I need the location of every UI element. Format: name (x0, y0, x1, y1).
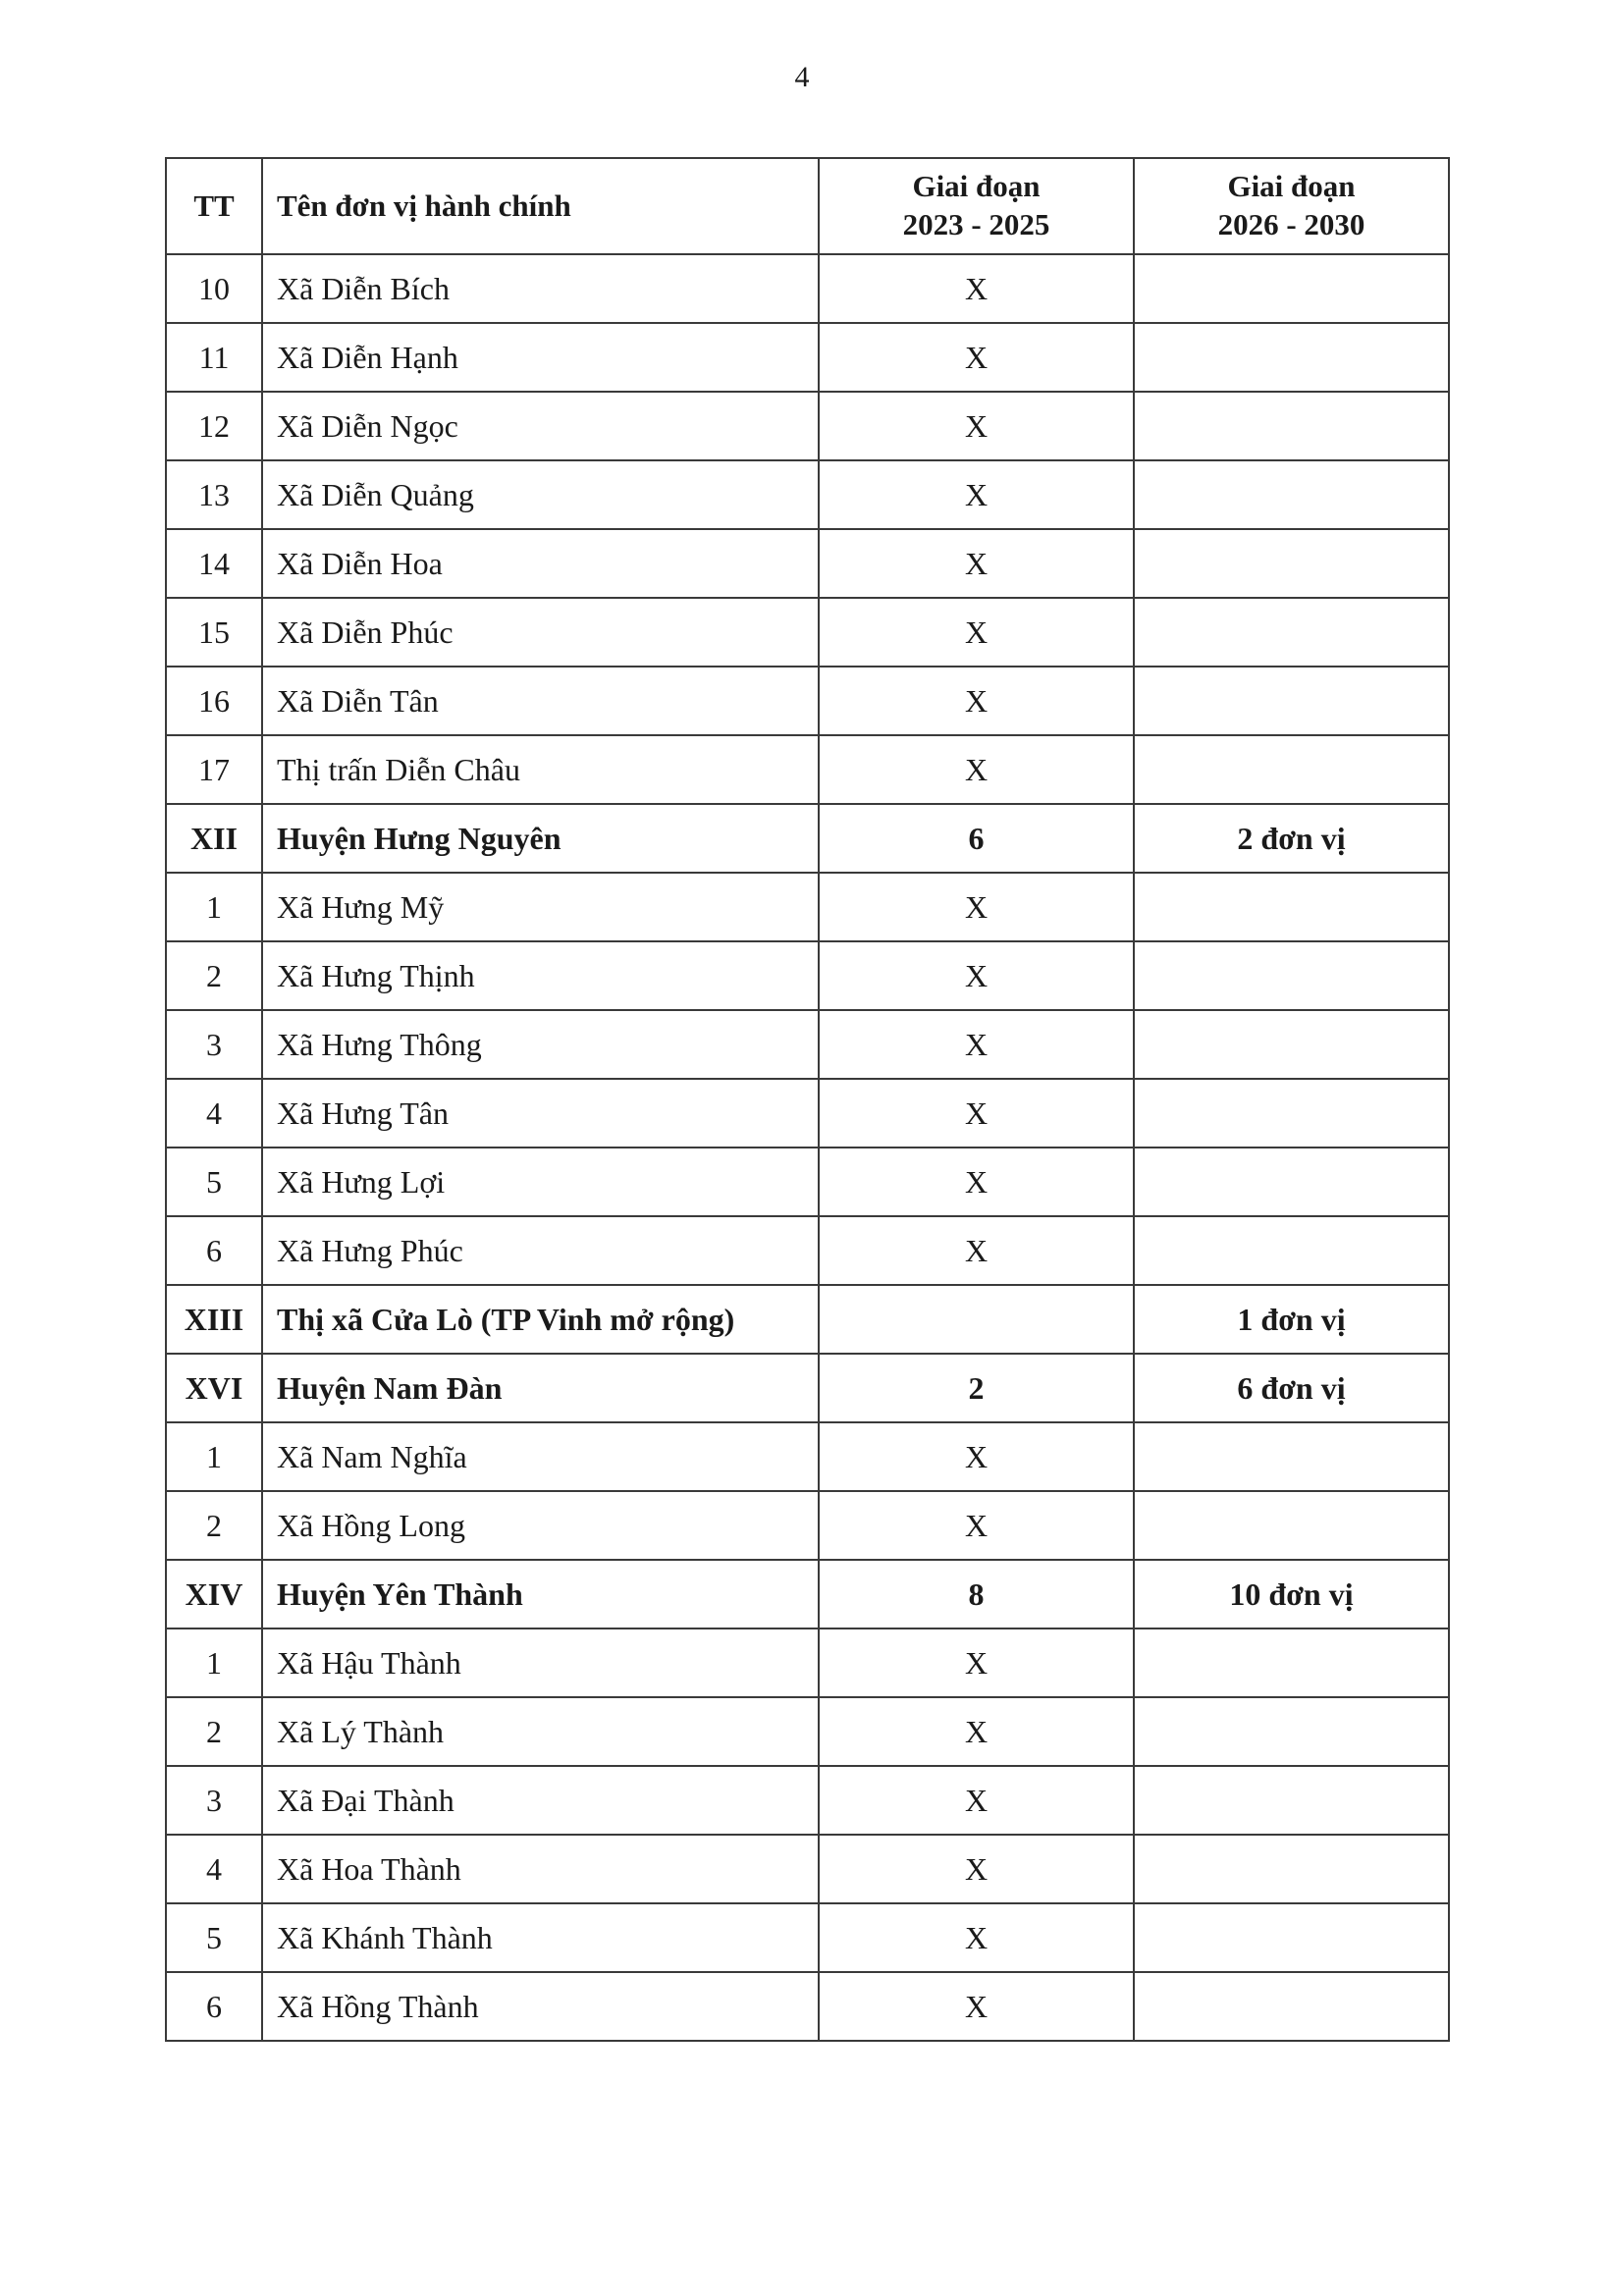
cell-unit-name: Xã Hưng Phúc (262, 1216, 819, 1285)
cell-unit-name: Xã Diễn Quảng (262, 460, 819, 529)
section-row (166, 1285, 1449, 1354)
cell-period-2026-2030 (1134, 1835, 1449, 1903)
cell-unit-name: Xã Diễn Phúc (262, 598, 819, 667)
cell-period-2026-2030 (1134, 1010, 1449, 1079)
cell-period-2023-2025: X (819, 1903, 1134, 1972)
table-row (166, 873, 1449, 941)
cell-period-2026-2030: 1 đơn vị (1134, 1285, 1449, 1354)
cell-unit-name: Xã Hồng Thành (262, 1972, 819, 2041)
section-row (166, 804, 1449, 873)
cell-unit-name: Xã Hồng Long (262, 1491, 819, 1560)
cell-period-2026-2030 (1134, 392, 1449, 460)
table-row (166, 1629, 1449, 1697)
table-row (166, 1079, 1449, 1148)
cell-tt: XIII (166, 1285, 262, 1354)
header-period-2023-2025 (819, 158, 1134, 254)
header-period2-line1: Giai đoạn (1227, 169, 1356, 204)
cell-tt: 2 (166, 941, 262, 1010)
table-row (166, 460, 1449, 529)
cell-period-2023-2025: X (819, 1079, 1134, 1148)
cell-period-2026-2030 (1134, 873, 1449, 941)
cell-period-2026-2030 (1134, 1903, 1449, 1972)
cell-tt: 6 (166, 1216, 262, 1285)
cell-tt: 6 (166, 1972, 262, 2041)
header-period1-line2: 2023 - 2025 (902, 207, 1050, 241)
cell-period-2023-2025: X (819, 1491, 1134, 1560)
cell-period-2026-2030 (1134, 1079, 1449, 1148)
table-row (166, 529, 1449, 598)
cell-period-2023-2025: X (819, 941, 1134, 1010)
cell-period-2023-2025: X (819, 1148, 1134, 1216)
cell-tt: 3 (166, 1766, 262, 1835)
cell-period-2026-2030 (1134, 1766, 1449, 1835)
cell-unit-name: Xã Hưng Thông (262, 1010, 819, 1079)
cell-period-2026-2030 (1134, 1491, 1449, 1560)
cell-tt: 5 (166, 1903, 262, 1972)
table-row (166, 1766, 1449, 1835)
cell-tt: XII (166, 804, 262, 873)
cell-unit-name: Xã Khánh Thành (262, 1903, 819, 1972)
cell-period-2023-2025: X (819, 1972, 1134, 2041)
cell-period-2023-2025: X (819, 1422, 1134, 1491)
cell-period-2026-2030 (1134, 323, 1449, 392)
table-row (166, 392, 1449, 460)
cell-tt: 15 (166, 598, 262, 667)
table-row (166, 1903, 1449, 1972)
table-row (166, 1148, 1449, 1216)
table-row (166, 1216, 1449, 1285)
cell-period-2026-2030 (1134, 598, 1449, 667)
table-row (166, 1972, 1449, 2041)
cell-period-2026-2030 (1134, 254, 1449, 323)
cell-period-2023-2025: X (819, 254, 1134, 323)
cell-period-2023-2025: 8 (819, 1560, 1134, 1629)
cell-unit-name: Huyện Nam Đàn (262, 1354, 819, 1422)
table-row (166, 598, 1449, 667)
cell-tt: XIV (166, 1560, 262, 1629)
cell-period-2026-2030 (1134, 941, 1449, 1010)
cell-tt: 14 (166, 529, 262, 598)
cell-unit-name: Thị xã Cửa Lò (TP Vinh mở rộng) (262, 1285, 819, 1354)
cell-tt: 3 (166, 1010, 262, 1079)
cell-tt: 16 (166, 667, 262, 735)
cell-tt: 2 (166, 1697, 262, 1766)
table-row (166, 1010, 1449, 1079)
cell-tt: 1 (166, 1629, 262, 1697)
cell-unit-name: Xã Diễn Bích (262, 254, 819, 323)
section-row (166, 1354, 1449, 1422)
cell-unit-name: Xã Hoa Thành (262, 1835, 819, 1903)
cell-unit-name: Huyện Yên Thành (262, 1560, 819, 1629)
cell-period-2023-2025: X (819, 735, 1134, 804)
cell-tt: 13 (166, 460, 262, 529)
table-row (166, 667, 1449, 735)
cell-unit-name: Xã Nam Nghĩa (262, 1422, 819, 1491)
cell-unit-name: Xã Lý Thành (262, 1697, 819, 1766)
cell-tt: 10 (166, 254, 262, 323)
cell-tt: 5 (166, 1148, 262, 1216)
cell-period-2023-2025: 2 (819, 1354, 1134, 1422)
cell-tt: 12 (166, 392, 262, 460)
cell-period-2026-2030 (1134, 529, 1449, 598)
cell-period-2023-2025: X (819, 323, 1134, 392)
cell-unit-name: Thị trấn Diễn Châu (262, 735, 819, 804)
table-row (166, 1697, 1449, 1766)
cell-period-2026-2030 (1134, 1697, 1449, 1766)
header-period1-line1: Giai đoạn (912, 169, 1041, 204)
cell-unit-name: Xã Diễn Ngọc (262, 392, 819, 460)
table-row (166, 1835, 1449, 1903)
cell-period-2026-2030 (1134, 1629, 1449, 1697)
cell-unit-name: Xã Hưng Mỹ (262, 873, 819, 941)
cell-tt: 1 (166, 1422, 262, 1491)
header-period-2026-2030 (1134, 158, 1449, 254)
cell-unit-name: Xã Hậu Thành (262, 1629, 819, 1697)
cell-unit-name: Huyện Hưng Nguyên (262, 804, 819, 873)
administrative-units-table (165, 157, 1450, 2042)
table-row (166, 941, 1449, 1010)
cell-period-2023-2025: X (819, 1766, 1134, 1835)
cell-period-2026-2030 (1134, 1422, 1449, 1491)
table-header (166, 158, 1449, 254)
cell-tt: 4 (166, 1079, 262, 1148)
cell-period-2026-2030 (1134, 460, 1449, 529)
cell-period-2023-2025: X (819, 1216, 1134, 1285)
cell-period-2023-2025: X (819, 1629, 1134, 1697)
cell-period-2026-2030: 2 đơn vị (1134, 804, 1449, 873)
cell-tt: 1 (166, 873, 262, 941)
section-row (166, 1560, 1449, 1629)
cell-tt: XVI (166, 1354, 262, 1422)
table-row (166, 1491, 1449, 1560)
cell-period-2026-2030 (1134, 667, 1449, 735)
cell-unit-name: Xã Diễn Hoa (262, 529, 819, 598)
table-body (166, 254, 1449, 2041)
cell-period-2026-2030 (1134, 1972, 1449, 2041)
cell-unit-name: Xã Đại Thành (262, 1766, 819, 1835)
cell-unit-name: Xã Hưng Tân (262, 1079, 819, 1148)
header-row (166, 158, 1449, 254)
cell-period-2023-2025: X (819, 667, 1134, 735)
cell-period-2026-2030: 6 đơn vị (1134, 1354, 1449, 1422)
cell-period-2026-2030 (1134, 1148, 1449, 1216)
cell-period-2023-2025: X (819, 460, 1134, 529)
cell-period-2023-2025: X (819, 392, 1134, 460)
cell-tt: 2 (166, 1491, 262, 1560)
table-row (166, 1422, 1449, 1491)
cell-period-2023-2025: 6 (819, 804, 1134, 873)
header-unit-name: Tên đơn vị hành chính (262, 158, 819, 254)
cell-tt: 11 (166, 323, 262, 392)
page-number: 4 (794, 61, 810, 93)
table-row (166, 254, 1449, 323)
cell-period-2026-2030 (1134, 1216, 1449, 1285)
cell-period-2026-2030: 10 đơn vị (1134, 1560, 1449, 1629)
cell-period-2023-2025: X (819, 529, 1134, 598)
table-row (166, 735, 1449, 804)
header-tt: TT (166, 158, 262, 254)
cell-unit-name: Xã Diễn Tân (262, 667, 819, 735)
table-row (166, 323, 1449, 392)
cell-period-2026-2030 (1134, 735, 1449, 804)
header-period2-line2: 2026 - 2030 (1217, 207, 1365, 241)
cell-tt: 17 (166, 735, 262, 804)
cell-period-2023-2025 (819, 1285, 1134, 1354)
cell-period-2023-2025: X (819, 873, 1134, 941)
cell-period-2023-2025: X (819, 1697, 1134, 1766)
cell-period-2023-2025: X (819, 598, 1134, 667)
cell-tt: 4 (166, 1835, 262, 1903)
cell-unit-name: Xã Hưng Thịnh (262, 941, 819, 1010)
cell-unit-name: Xã Diễn Hạnh (262, 323, 819, 392)
cell-period-2023-2025: X (819, 1835, 1134, 1903)
cell-unit-name: Xã Hưng Lợi (262, 1148, 819, 1216)
cell-period-2023-2025: X (819, 1010, 1134, 1079)
